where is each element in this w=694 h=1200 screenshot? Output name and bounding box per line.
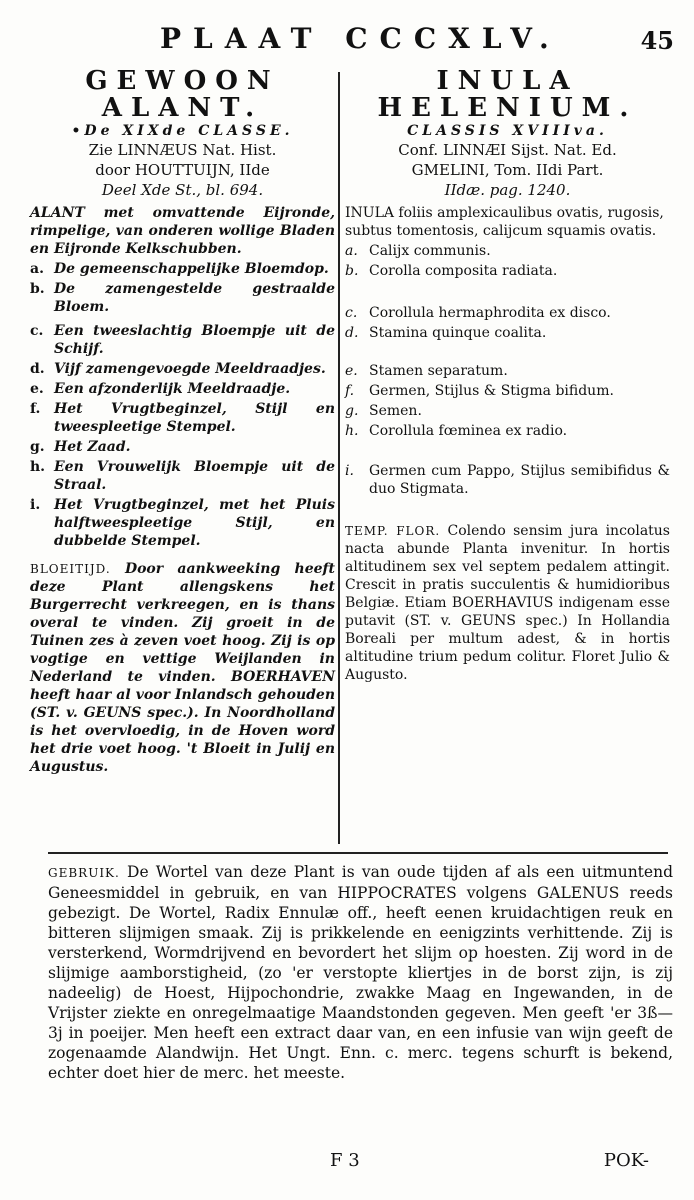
dutch-item xyxy=(30,280,335,316)
item-text: Germen cum Pappo, Stijlus semibifidus & duo Stigmata. xyxy=(369,463,670,497)
item-letter: c. xyxy=(30,323,44,339)
latin-item xyxy=(345,304,670,322)
item-letter: a. xyxy=(30,261,44,277)
item-letter: d. xyxy=(345,325,359,341)
item-text: Corollula hermaphrodita ex disco. xyxy=(369,305,611,321)
dutch-item xyxy=(30,400,335,436)
latin-item xyxy=(345,422,670,440)
dutch-title-line1: GEWOON xyxy=(85,66,280,96)
item-letter: h. xyxy=(30,459,46,475)
dutch-column xyxy=(30,68,335,776)
item-text: Een tweeslachtig Bloempje uit de Schijf. xyxy=(54,323,335,357)
latin-class-line: CLASSIS XVIIIva. xyxy=(407,123,608,139)
usage-label: GEBRUIK. xyxy=(48,866,120,880)
flowering-text: Colendo sensim jura incolatus nacta abunde Planta invenitur. In hortis altitudinem sex vel septem pedalem attingit. Crescit in pratis succulentis & humidioribus Belgiæ. Etiam BOERHAVIUS indigenam esse putavit (ST. v. GEUNS spec.) In Hollandia Boreali per multum adest, & in hortis altitudine trium pedum colitur. Floret Julio & Augusto. xyxy=(345,523,670,683)
page-number: 45 xyxy=(640,26,674,55)
item-text: Het Zaad. xyxy=(54,439,131,455)
item-letter: i. xyxy=(30,497,41,513)
latin-description: INULA foliis amplexicaulibus ovatis, rugosis, subtus tomentosis, calijcum squamis ovatis. xyxy=(345,205,664,239)
item-letter: e. xyxy=(345,363,358,379)
column-divider xyxy=(338,72,340,844)
item-letter: a. xyxy=(345,243,358,259)
item-letter: g. xyxy=(30,439,45,455)
item-text: Stamina quinque coalita. xyxy=(369,325,547,341)
dutch-reference-2: door HOUTTUIJN, IIde xyxy=(95,161,270,179)
item-letter: h. xyxy=(345,423,359,439)
dutch-reference-3: Deel Xde St., bl. 694. xyxy=(101,181,264,199)
usage-text: De Wortel van deze Plant is van oude tijden af als een uitmuntend Geneesmiddel in gebruik, en van HIPPOCRATES volgens GALENUS reeds gebezigt. De Wortel, Radix Ennulæ off., heeft eenen kruidachtigen reuk en bitteren slijmigen smaak. Zij is prikkelende en eenigzints verhittende. Zij is versterkend, Wormdrijvend en bevordert het slijm op hoesten. Zij word in de slijmige aamborstigheid, (zo 'er verstopte kliertjes in de borst zijn, is zij nadeelig) de Hoest, Hijpochondrie, zwakke Maag en Ingewanden, in de Vrijster ziekte en onregelmaatige Maandstonden gegeven. Men geeft 'er 3ß—3j in poeijer. Men heeft een extract daar van, en een infusie van wijn geeft de zogenaamde Alandwijn. Het Ungt. Enn. c. merc. tegens schurft is bekend, echter doet hier de merc. het meeste. xyxy=(48,863,673,1082)
latin-item xyxy=(345,324,670,342)
item-letter: d. xyxy=(30,361,45,377)
item-text: Vijf zamengevoegde Meeldraadjes. xyxy=(54,361,326,377)
item-letter: i. xyxy=(345,463,354,479)
dutch-class-line: •De XIXde CLASSE. xyxy=(71,123,294,139)
dutch-description: ALANT met omvattende Eijronde, rimpelige, van onderen wollige Bladen en Eijronde Kelkschubben. xyxy=(30,205,335,257)
dutch-title-line2: ALANT. xyxy=(101,93,264,123)
latin-item xyxy=(345,242,670,260)
item-text: Corollula fœminea ex radio. xyxy=(369,423,568,439)
item-text: Corolla composita radiata. xyxy=(369,263,558,279)
catchword: POK- xyxy=(603,1150,649,1171)
latin-column xyxy=(345,68,670,684)
item-text: Stamen separatum. xyxy=(369,363,508,379)
item-text: Semen. xyxy=(369,403,422,419)
item-text: De gemeenschappelijke Bloemdop. xyxy=(54,261,329,277)
dutch-item xyxy=(30,260,335,278)
dutch-item xyxy=(30,380,335,398)
latin-item xyxy=(345,362,670,380)
latin-item xyxy=(345,462,670,498)
dutch-reference-1: Zie LINNÆUS Nat. Hist. xyxy=(88,141,277,159)
flowering-label: BLOEITIJD. xyxy=(30,562,111,576)
item-letter: e. xyxy=(30,381,44,397)
latin-item xyxy=(345,262,670,280)
signature-mark: F 3 xyxy=(330,1150,360,1171)
item-text: Een afzonderlijk Meeldraadje. xyxy=(54,381,291,397)
dutch-item xyxy=(30,496,335,550)
dutch-item xyxy=(30,360,335,378)
item-letter: f. xyxy=(30,401,41,417)
item-text: Germen, Stijlus & Stigma bifidum. xyxy=(369,383,614,399)
item-letter: g. xyxy=(345,403,359,419)
item-text: Het Vrugtbeginzel, Stijl en tweespleetige Stempel. xyxy=(54,401,335,435)
dutch-item xyxy=(30,322,335,358)
flowering-label: TEMP. FLOR. xyxy=(345,524,441,538)
usage-paragraph xyxy=(48,862,673,1083)
page-header xyxy=(0,22,694,62)
latin-item xyxy=(345,382,670,400)
item-letter: f. xyxy=(345,383,355,399)
page-footer xyxy=(0,1150,694,1180)
flowering-text: Door aankweeking heeft deze Plant allengskens het Burgerrecht verkreegen, en is thans overal te vinden. Zij groeit in de Tuinen zes à zeven voet hoog. Zij is op vogtige en vettige Weijlanden in Nederland te vinden. BOERHAVEN heeft haar al voor Inlandsch gehouden (ST. v. GEUNS spec.). In Noordholland is het overvloedig, in de Hoven word het drie voet hoog. 't Bloeit in Julij en Augustus. xyxy=(30,561,336,775)
item-text: De zamengestelde gestraalde Bloem. xyxy=(54,281,335,315)
latin-reference-2: GMELINI, Tom. IIdi Part. xyxy=(411,161,604,179)
plate-title: PLAAT CCCXLV. xyxy=(160,22,561,55)
item-letter: c. xyxy=(345,305,358,321)
item-letter: b. xyxy=(30,281,45,297)
item-letter: b. xyxy=(345,263,359,279)
latin-item xyxy=(345,402,670,420)
section-rule xyxy=(48,852,668,854)
dutch-flowering-section xyxy=(30,560,335,776)
dutch-item xyxy=(30,458,335,494)
latin-title-line2: HELENIUM. xyxy=(377,93,638,123)
latin-flowering-section xyxy=(345,522,670,684)
latin-reference-1: Conf. LINNÆI Sijst. Nat. Ed. xyxy=(398,141,617,159)
item-text: Het Vrugtbeginzel, met het Pluis halftweespleetige Stijl, en dubbelde Stempel. xyxy=(54,497,335,549)
item-text: Calijx communis. xyxy=(369,243,491,259)
dutch-item xyxy=(30,438,335,456)
latin-reference-3: IIdæ. pag. 1240. xyxy=(444,181,571,199)
item-text: Een Vrouwelijk Bloempje uit de Straal. xyxy=(54,459,335,493)
latin-title-line1: INULA xyxy=(436,66,579,96)
